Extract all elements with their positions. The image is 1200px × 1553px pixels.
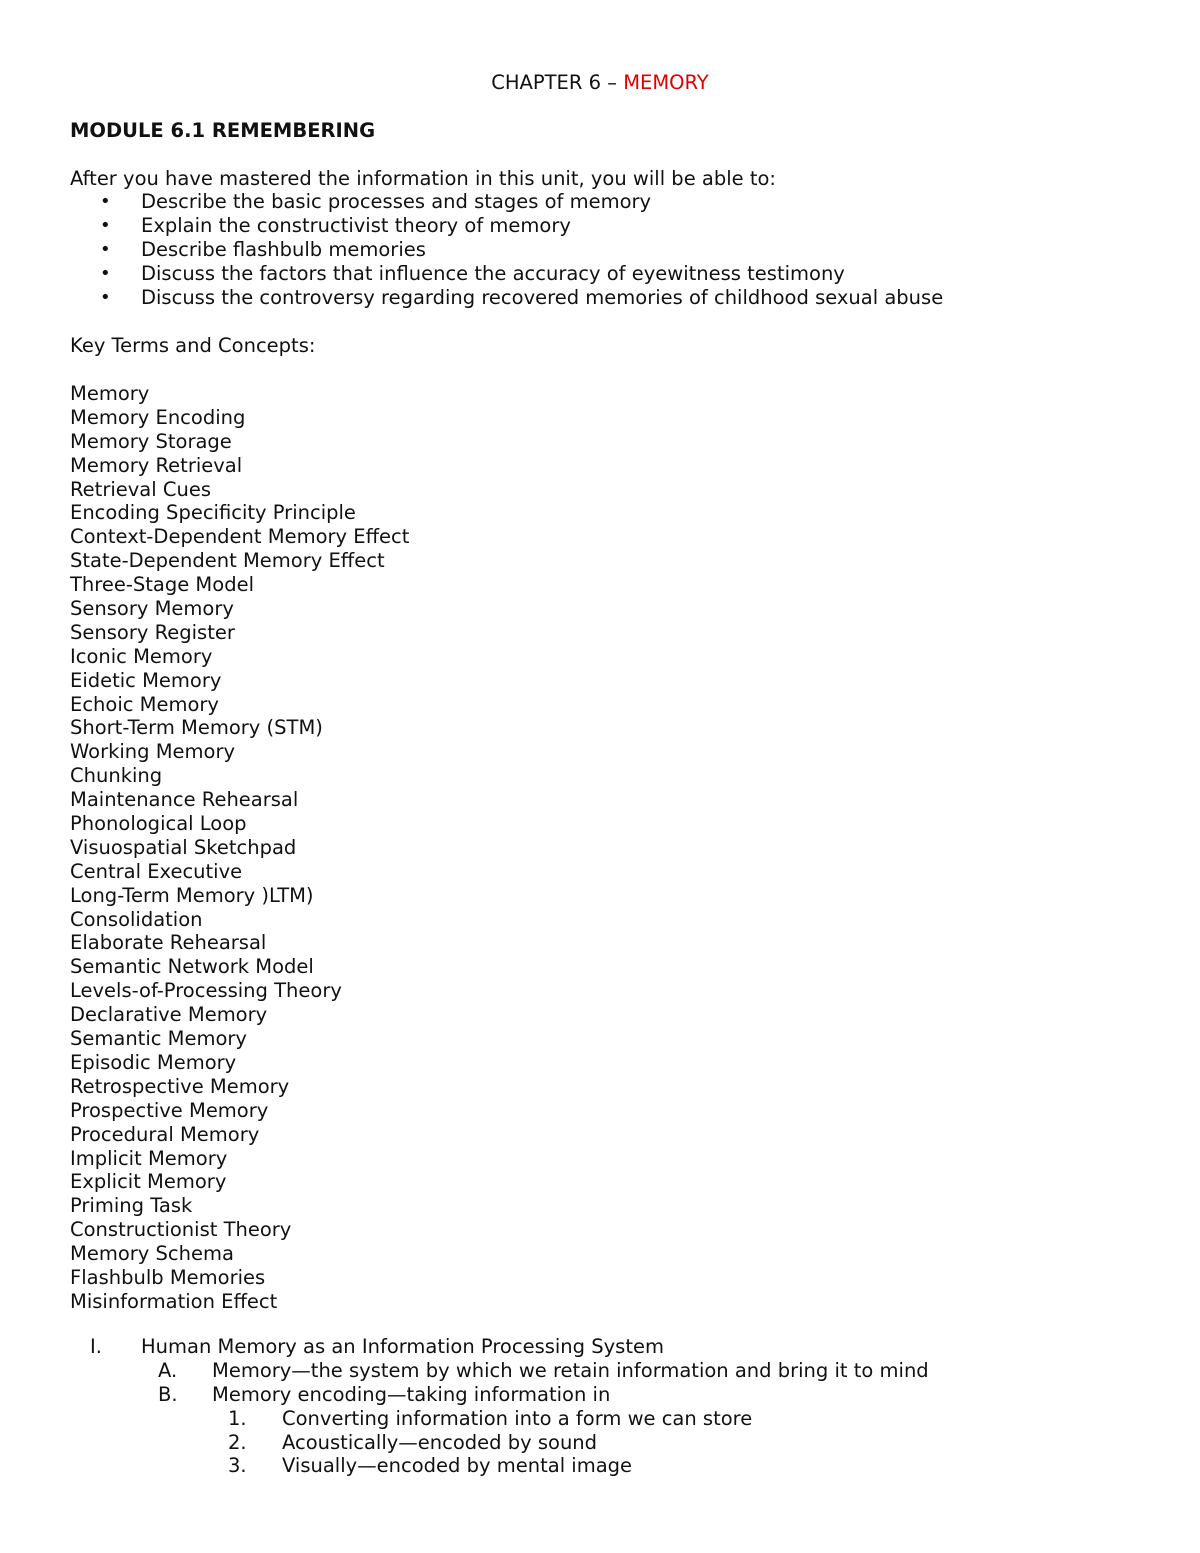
outline-text: Human Memory as an Information Processing System — [141, 1335, 664, 1358]
objective-text: Describe the basic processes and stages of memory — [141, 190, 652, 213]
outline-marker: 2. — [228, 1430, 247, 1454]
key-term: Memory Storage — [70, 429, 232, 453]
outline-text: Memory encoding—taking information in — [212, 1382, 611, 1406]
key-term: Procedural Memory — [70, 1122, 260, 1146]
chapter-title-prefix: CHAPTER 6 – — [491, 71, 624, 94]
lecture-outline — [70, 1335, 1130, 1478]
outline-marker: I. — [90, 1335, 102, 1358]
module-intro: After you have mastered the information in this unit, you will be able to: — [70, 167, 776, 190]
key-term: Sensory Memory — [70, 597, 234, 621]
module-heading: MODULE 6.1 REMEMBERING — [70, 119, 376, 142]
key-term: Retrieval Cues — [70, 477, 211, 501]
outline-item — [70, 1454, 1130, 1478]
key-terms-list — [70, 382, 409, 1314]
key-term: Elaborate Rehearsal — [70, 931, 267, 955]
key-term: Chunking — [70, 764, 163, 788]
objective-text: Explain the constructivist theory of memory — [141, 214, 571, 237]
outline-item — [70, 1335, 1130, 1359]
outline-item — [70, 1407, 1130, 1431]
bullet-icon: • — [100, 191, 111, 212]
objective-item — [70, 190, 943, 214]
key-term: Implicit Memory — [70, 1146, 228, 1170]
key-term: Visuospatial Sketchpad — [70, 835, 297, 859]
key-term: Central Executive — [70, 859, 243, 883]
objective-item — [70, 238, 943, 262]
key-term: Phonological Loop — [70, 812, 247, 836]
outline-marker: B. — [158, 1382, 178, 1406]
objective-item — [70, 286, 943, 310]
key-term: Constructionist Theory — [70, 1218, 292, 1242]
key-terms-heading: Key Terms and Concepts: — [70, 334, 316, 357]
outline-text: Visually—encoded by mental image — [282, 1454, 633, 1478]
objectives-list — [70, 190, 943, 310]
chapter-title — [0, 70, 1200, 96]
key-term: Eidetic Memory — [70, 668, 222, 692]
outline-marker: A. — [158, 1358, 178, 1382]
bullet-icon: • — [100, 263, 111, 284]
outline-item — [70, 1431, 1130, 1455]
outline-text: Acoustically—encoded by sound — [282, 1430, 598, 1454]
outline-item — [70, 1359, 1130, 1383]
bullet-icon: • — [100, 239, 111, 260]
key-term: Consolidation — [70, 907, 203, 931]
key-term: Short-Term Memory (STM) — [70, 716, 323, 740]
key-term: Flashbulb Memories — [70, 1265, 266, 1289]
key-term: State-Dependent Memory Effect — [70, 549, 385, 573]
key-term: Misinformation Effect — [70, 1289, 278, 1313]
key-term: Priming Task — [70, 1194, 193, 1218]
outline-text: Converting information into a form we can store — [282, 1406, 753, 1430]
key-term: Episodic Memory — [70, 1050, 237, 1074]
bullet-icon: • — [100, 215, 111, 236]
key-term: Memory Schema — [70, 1242, 234, 1266]
key-term: Working Memory — [70, 740, 236, 764]
key-term: Long-Term Memory )LTM) — [70, 883, 314, 907]
key-term: Sensory Register — [70, 620, 235, 644]
key-term: Retrospective Memory — [70, 1074, 290, 1098]
objective-item — [70, 214, 943, 238]
key-term: Declarative Memory — [70, 1003, 268, 1027]
key-term: Maintenance Rehearsal — [70, 788, 299, 812]
key-term: Memory — [70, 382, 150, 405]
objective-text: Discuss the factors that influence the accuracy of eyewitness testimony — [141, 262, 845, 285]
key-term: Three-Stage Model — [70, 573, 254, 597]
outline-text: Memory—the system by which we retain information and bring it to mind — [212, 1358, 929, 1382]
outline-item — [70, 1383, 1130, 1407]
key-term: Echoic Memory — [70, 692, 219, 716]
objective-text: Describe flashbulb memories — [141, 238, 426, 261]
chapter-title-highlight: MEMORY — [623, 71, 709, 94]
key-term: Memory Retrieval — [70, 453, 243, 477]
objective-text: Discuss the controversy regarding recovered memories of childhood sexual abuse — [141, 286, 944, 309]
key-term: Context-Dependent Memory Effect — [70, 525, 410, 549]
outline-marker: 1. — [228, 1406, 247, 1430]
outline-marker: 3. — [228, 1454, 247, 1478]
key-term: Levels-of-Processing Theory — [70, 979, 342, 1003]
key-term: Encoding Specificity Principle — [70, 501, 356, 525]
key-term: Explicit Memory — [70, 1170, 227, 1194]
key-term: Iconic Memory — [70, 644, 213, 668]
objective-item — [70, 262, 943, 286]
key-term: Prospective Memory — [70, 1098, 269, 1122]
key-term: Memory Encoding — [70, 405, 246, 429]
bullet-icon: • — [100, 287, 111, 308]
key-term: Semantic Memory — [70, 1027, 247, 1051]
key-term: Semantic Network Model — [70, 955, 314, 979]
